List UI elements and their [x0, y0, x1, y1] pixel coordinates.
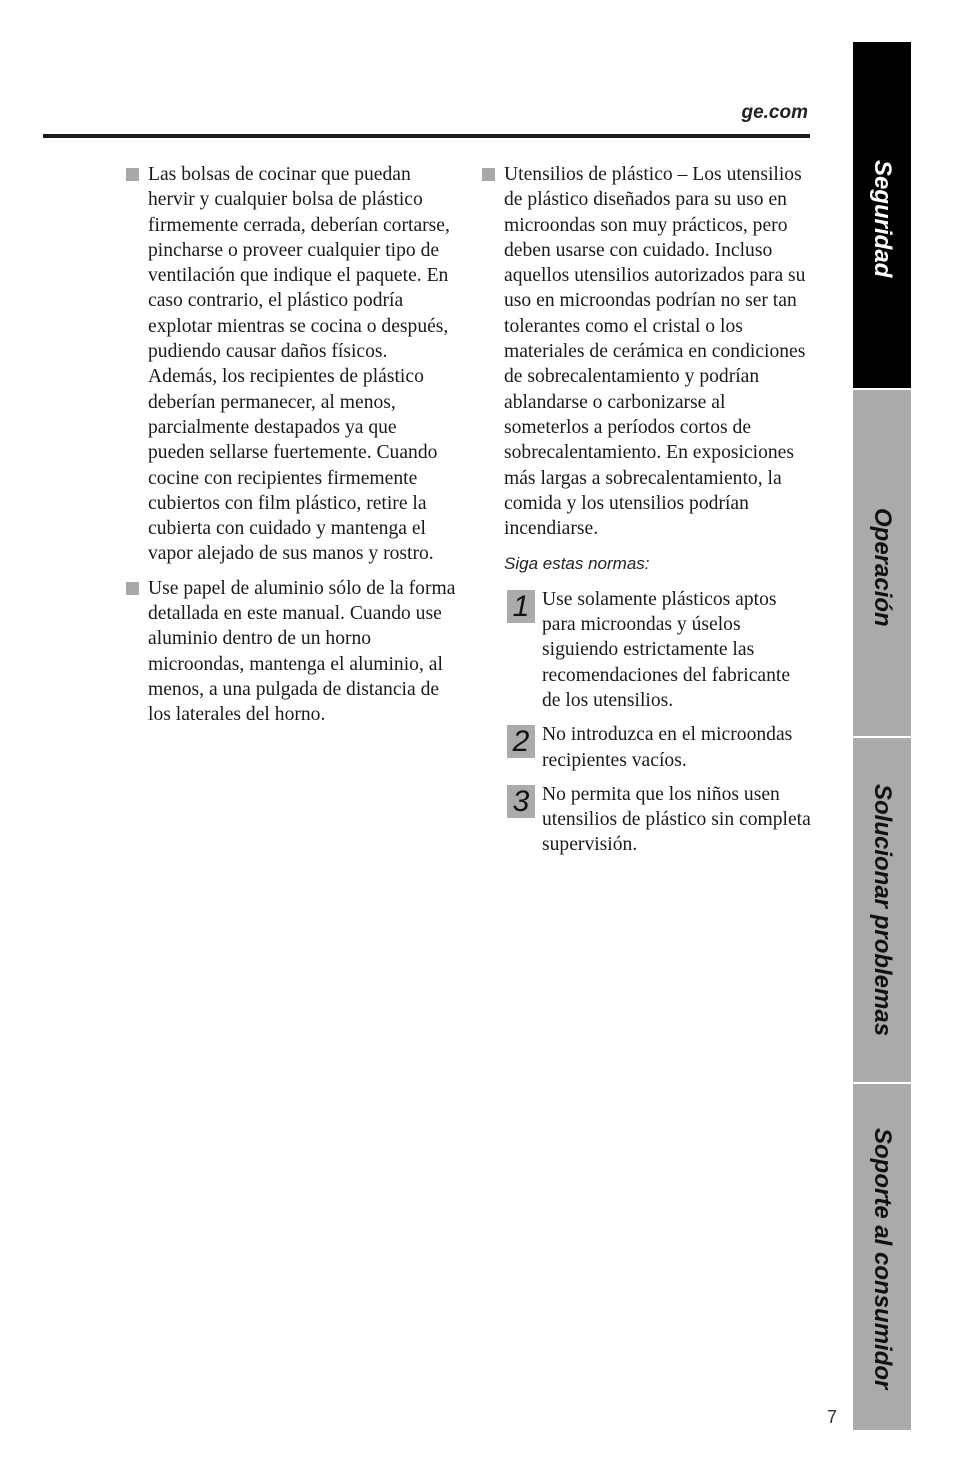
- tab-label: Seguridad: [869, 160, 896, 278]
- steps-intro: Siga estas normas:: [504, 554, 650, 574]
- tab-label: Soporte al consumidor: [869, 1128, 896, 1390]
- step-text: Use solamente plásticos aptos para microondas y úselos siguiendo estrictamente las recomendaciones del fabricante de los utensilios.: [542, 588, 791, 711]
- step-number: 3: [507, 785, 535, 818]
- bullet-item: [126, 576, 456, 728]
- bullet-text: Las bolsas de cocinar que puedan hervir y cualquier bolsa de plástico firmemente cerrada, deberían cortarse, pincharse o proveer cualquier tipo de ventilación que indique el paquete. En caso contrario, el plástico podría explotar mientras se cocina o después, pudiendo causar daños físicos. Además, los recipientes de plástico deberían permanecer, al menos, parcialmente destapados ya que pueden sellarse fuertemente. Cuando cocine con recipientes firmemente cubiertos con film plástico, retire la cubierta con cuidado y mantenga el vapor alejado de sus manos y rostro.: [148, 164, 450, 565]
- tab-label: Solucionar problemas: [869, 784, 896, 1037]
- tab-soporte-al-consumidor[interactable]: [853, 1084, 911, 1430]
- left-column: [126, 162, 456, 737]
- tab-solucionar-problemas[interactable]: [853, 738, 911, 1084]
- step-text: No introduzca en el microondas recipientes vacíos.: [542, 724, 793, 771]
- step-item: [482, 722, 812, 773]
- page-number: 7: [827, 1407, 838, 1427]
- square-bullet-icon: [482, 168, 495, 181]
- step-number: 2: [507, 725, 535, 758]
- header-rule: [43, 134, 810, 138]
- bullet-item: [482, 162, 812, 541]
- bullet-item: [126, 162, 456, 567]
- step-item: [482, 782, 812, 858]
- bullet-text: Use papel de aluminio sólo de la forma detallada en este manual. Cuando use aluminio dentro de un horno microondas, mantenga el aluminio, al menos, a una pulgada de distancia de los laterales del horno.: [148, 577, 456, 726]
- bullet-text: Utensilios de plástico – Los utensilios de plástico diseñados para su uso en microondas son muy prácticos, pero deben usarse con cuidado. Incluso aquellos utensilios autorizados para su uso en microondas podrían no ser tan tolerantes como el cristal o los materiales de cerámica en condiciones de sobrecalentamiento y podrían ablandarse o carbonizarse al someterlos a períodos cortos de sobrecalentamiento. En exposiciones más largas a sobrecalentamiento, la comida y los utensilios podrían incendiarse.: [504, 164, 806, 540]
- step-item: [482, 587, 812, 713]
- step-number: 1: [507, 590, 535, 623]
- square-bullet-icon: [126, 168, 139, 181]
- tab-seguridad[interactable]: [853, 42, 911, 388]
- section-tabs: [853, 42, 911, 1430]
- tab-operacion[interactable]: [853, 390, 911, 736]
- step-text: No permita que los niños usen utensilios de plástico sin completa supervisión.: [542, 783, 811, 856]
- square-bullet-icon: [126, 582, 139, 595]
- site-url[interactable]: ge.com: [741, 102, 808, 123]
- tab-label: Operación: [869, 508, 896, 627]
- right-column: [482, 162, 812, 867]
